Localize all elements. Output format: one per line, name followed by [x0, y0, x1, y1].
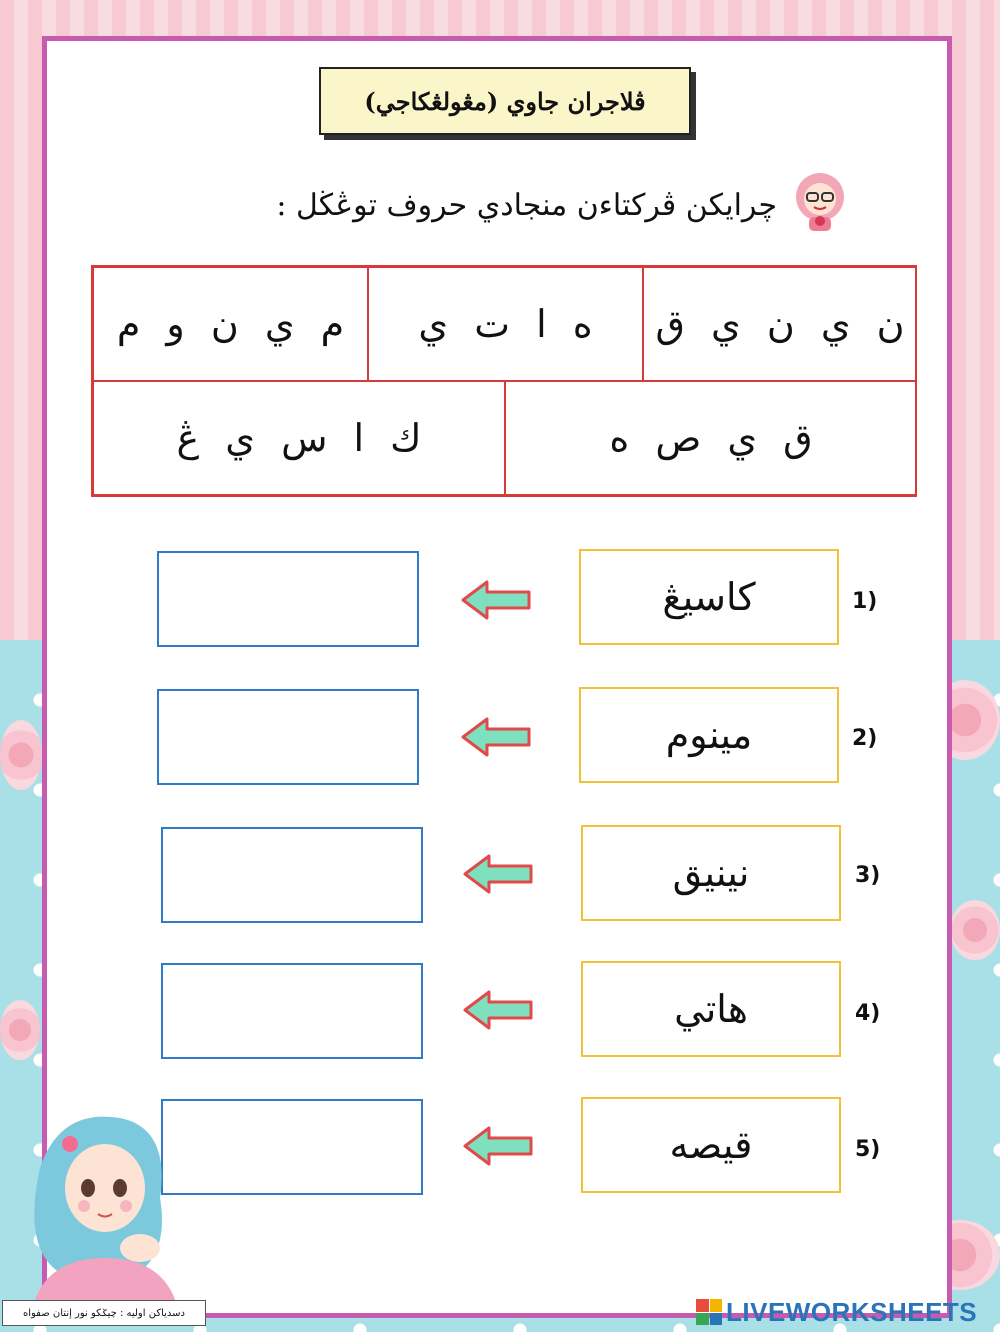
rose-decoration — [0, 720, 42, 790]
left-arrow-icon — [461, 716, 531, 758]
question-number: 3) — [855, 863, 881, 888]
worksheet-title: ڤلاجران جاوي (مڠولڠكاجي) — [319, 67, 691, 135]
question-number: 2) — [852, 726, 878, 751]
brand-name: LIVEWORKSHEETS — [726, 1296, 978, 1327]
question-number: 1) — [852, 589, 878, 614]
rose-decoration — [0, 1000, 40, 1060]
letter-cell: ك ا س ي ڠ — [93, 381, 505, 495]
girl-mascot-icon — [787, 169, 853, 235]
liveworksheets-logo-icon — [696, 1299, 722, 1325]
word-box: نينيق — [581, 825, 841, 921]
question-number: 4) — [855, 1001, 881, 1026]
left-arrow-icon — [463, 989, 533, 1031]
word-box: كاسيڠ — [579, 549, 839, 645]
left-arrow-icon — [463, 853, 533, 895]
left-arrow-icon — [461, 579, 531, 621]
left-arrow-icon — [463, 1125, 533, 1167]
letter-cell: ن ي ن ي ق — [643, 267, 917, 381]
instruction-text: چرايكن ڤركتاءن منجادي حروف توڠڬل : — [276, 188, 777, 223]
letter-cell: م ي ن و م — [93, 267, 368, 381]
word-box: مينوم — [579, 687, 839, 783]
rose-decoration — [950, 900, 1000, 960]
answer-input-box[interactable] — [161, 963, 423, 1059]
hijab-girl-illustration — [0, 1108, 210, 1318]
letter-cell: ق ي ص ه — [505, 381, 917, 495]
answer-input-box[interactable] — [157, 689, 419, 785]
question-number: 5) — [855, 1137, 881, 1162]
credit-label: دسدياكن اوليه : چيݢكو نور إنتان صفواه — [2, 1300, 206, 1326]
letters-table — [91, 265, 917, 497]
brand-footer[interactable] — [696, 1296, 996, 1328]
word-box: هاتي — [581, 961, 841, 1057]
word-box: قيصه — [581, 1097, 841, 1193]
answer-input-box[interactable] — [157, 551, 419, 647]
answer-input-box[interactable] — [161, 827, 423, 923]
letter-cell: ه ا ت ي — [368, 267, 643, 381]
